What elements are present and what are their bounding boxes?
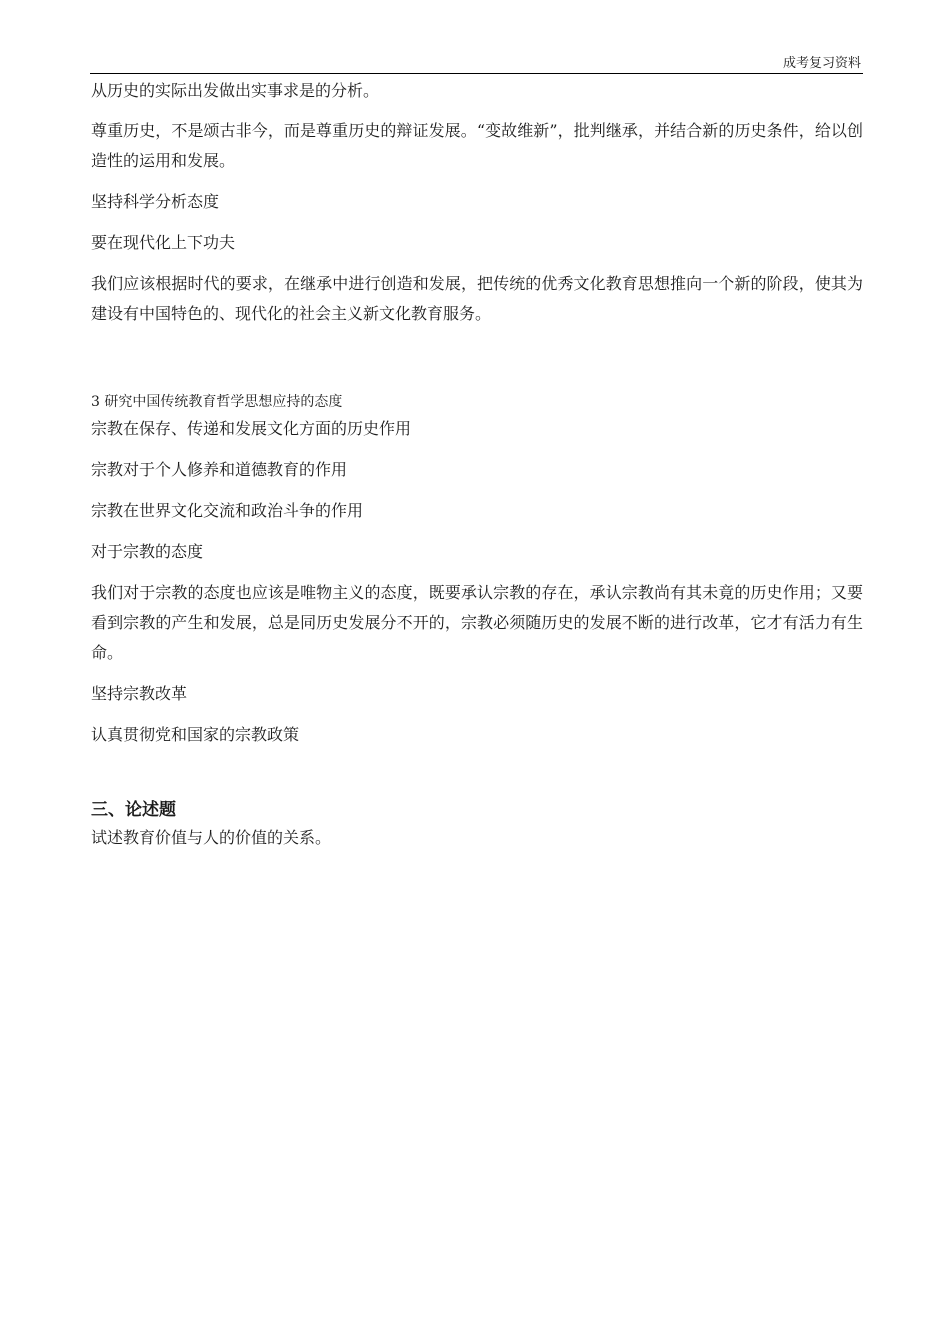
paragraph-scientific-attitude: 坚持科学分析态度 <box>91 192 220 211</box>
paragraph-respect-history: 尊重历史，不是颂古非今，而是尊重历史的辩证发展。“变故维新”，批判继承，并结合新的历史条件，给以创造性的运用和发展。 <box>91 121 863 170</box>
paragraph-modernization: 要在现代化上下功夫 <box>91 233 236 252</box>
paragraph-religion-exchange: 宗教在世界文化交流和政治斗争的作用 <box>91 501 364 520</box>
paragraph-history-analysis: 从历史的实际出发做出实事求是的分析。 <box>91 81 380 100</box>
paragraph-religion-culture: 宗教在保存、传递和发展文化方面的历史作用 <box>91 419 412 438</box>
section-heading-essay: 三、论述题 <box>91 800 176 820</box>
header-label: 成考复习资料 <box>782 56 861 71</box>
paragraph-religion-attitude: 我们对于宗教的态度也应该是唯物主义的态度，既要承认宗教的存在，承认宗教尚有其未竟的历史作用；又要看到宗教的产生和发展，总是同历史发展分不开的，宗教必须随历史的发展不断的进行改革，它才有活力有生命。 <box>91 583 863 662</box>
paragraph-tradition-development: 我们应该根据时代的要求，在继承中进行创造和发展，把传统的优秀文化教育思想推向一个新的阶段，使其为建设有中国特色的、现代化的社会主义新文化教育服务。 <box>91 274 863 323</box>
page-header <box>90 56 863 74</box>
section-title-attitude: 3 研究中国传统教育哲学思想应持的态度 <box>91 394 343 410</box>
essay-question: 试述教育价值与人的价值的关系。 <box>91 828 332 847</box>
paragraph-religion-policy: 认真贯彻党和国家的宗教政策 <box>91 725 300 744</box>
paragraph-religion-morality: 宗教对于个人修养和道德教育的作用 <box>91 460 348 479</box>
paragraph-religion-attitude-title: 对于宗教的态度 <box>91 542 204 561</box>
paragraph-religion-reform: 坚持宗教改革 <box>91 684 188 703</box>
